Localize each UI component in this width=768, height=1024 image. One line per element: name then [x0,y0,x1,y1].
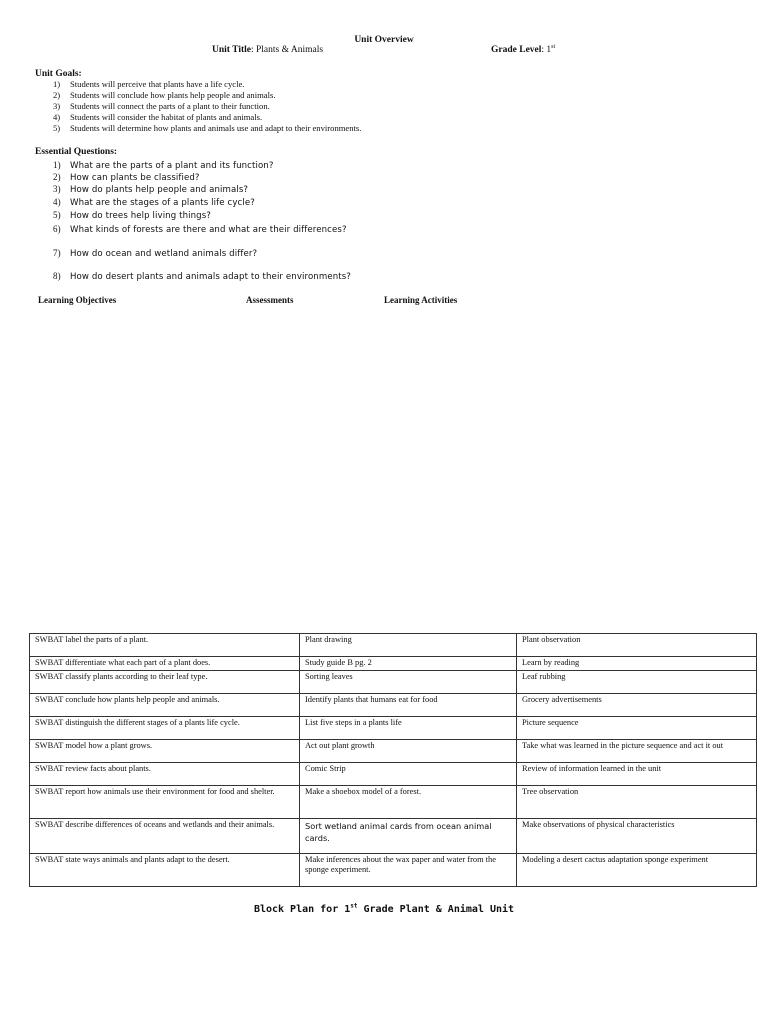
grade-level-suffix: st [551,43,556,50]
activity-cell: Picture sequence [517,716,757,739]
table-row [30,634,757,657]
grade-level-label: Grade Level [491,45,542,55]
question-number: 8) [53,271,61,281]
objective-cell: SWBAT report how animals use their environment for food and shelter. [30,785,300,818]
table-row [30,818,757,853]
essential-question-item [53,160,274,171]
table-row [30,657,757,671]
activity-cell: Make observations of physical characteristics [517,818,757,853]
question-text: How do ocean and wetland animals differ? [70,249,258,259]
table-row [30,693,757,716]
activity-cell: Take what was learned in the picture sequence and act it out [517,739,757,762]
grade-level-value: : 1 [541,45,552,55]
unit-goal-item [53,112,262,122]
essential-question-item [53,197,255,208]
unit-goal-item [53,79,244,89]
unit-title-line [212,45,323,55]
table-row [30,762,757,785]
assessments-header: Assessments [246,295,294,305]
unit-goal-item [53,123,361,133]
question-text: What kinds of forests are there and what are their differences? [70,225,347,235]
table-row [30,739,757,762]
goal-number: 2) [53,90,61,100]
unit-goals-heading: Unit Goals: [35,69,82,79]
goal-number: 3) [53,101,61,111]
essential-question-item [53,248,257,259]
unit-title-label: Unit Title [212,45,251,55]
question-number: 5) [53,210,61,220]
activity-cell: Grocery advertisements [517,693,757,716]
goal-number: 5) [53,123,61,133]
objective-cell: SWBAT differentiate what each part of a plant does. [30,657,300,671]
question-text: What are the parts of a plant and its function? [70,161,274,171]
objective-cell: SWBAT classify plants according to their leaf type. [30,670,300,693]
objective-cell: SWBAT state ways animals and plants adapt to the desert. [30,853,300,886]
assessment-cell: Make inferences about the wax paper and water from the sponge experiment. [300,853,517,886]
goal-number: 4) [53,112,61,122]
overview-title: Unit Overview [354,35,414,45]
goal-text: Students will determine how plants and animals use and adapt to their environments. [70,123,362,133]
question-number: 3) [53,184,61,194]
essential-question-item [53,224,347,235]
goal-text: Students will consider the habitat of plants and animals. [70,112,263,122]
objective-cell: SWBAT distinguish the different stages of a plants life cycle. [30,716,300,739]
table-row [30,853,757,886]
caption-suffix: st [350,902,358,910]
question-text: How can plants be classified? [70,173,200,183]
objective-cell: SWBAT model how a plant grows. [30,739,300,762]
assessment-cell: Make a shoebox model of a forest. [300,785,517,818]
objective-cell: SWBAT review facts about plants. [30,762,300,785]
essential-question-item [53,210,211,221]
question-number: 4) [53,197,61,207]
unit-title-value: : Plants & Animals [250,45,324,55]
objective-cell: SWBAT conclude how plants help people and animals. [30,693,300,716]
essential-question-item [53,184,248,195]
assessment-cell: Comic Strip [300,762,517,785]
question-number: 6) [53,224,61,234]
assessment-cell: List five steps in a plants life [300,716,517,739]
block-plan-table [29,633,757,887]
assessment-cell: Identify plants that humans eat for food [300,693,517,716]
question-text: What are the stages of a plants life cycle? [70,198,255,208]
activity-cell: Tree observation [517,785,757,818]
question-text: How do plants help people and animals? [70,185,249,195]
learning-activities-header: Learning Activities [384,295,458,305]
assessment-cell: Plant drawing [300,634,517,657]
activity-cell: Plant observation [517,634,757,657]
objective-cell: SWBAT label the parts of a plant. [30,634,300,657]
activity-cell: Modeling a desert cactus adaptation sponge experiment [517,853,757,886]
goal-number: 1) [53,79,61,89]
goal-text: Students will perceive that plants have a life cycle. [70,79,245,89]
question-text: How do desert plants and animals adapt to their environments? [70,272,351,282]
essential-question-item [53,172,200,183]
grade-level-line [491,45,555,55]
table-row [30,716,757,739]
question-number: 1) [53,160,61,170]
question-text: How do trees help living things? [70,211,211,221]
activity-cell: Learn by reading [517,657,757,671]
activity-cell: Review of information learned in the unit [517,762,757,785]
goal-text: Students will conclude how plants help people and animals. [70,90,276,100]
question-number: 2) [53,172,61,182]
unit-goal-item [53,90,276,100]
goal-text: Students will connect the parts of a plant to their function. [70,101,270,111]
essential-question-item [53,271,351,282]
essential-questions-heading: Essential Questions: [35,147,118,157]
assessment-cell: Sort wetland animal cards from ocean animal cards. [300,818,517,853]
assessment-cell: Act out plant growth [300,739,517,762]
caption-prefix: Block Plan for 1 [253,904,351,915]
question-number: 7) [53,248,61,258]
assessment-cell: Study guide B pg. 2 [300,657,517,671]
table-row [30,785,757,818]
unit-goal-item [53,101,270,111]
block-plan-caption [0,904,768,915]
table-row [30,670,757,693]
caption-rest: Grade Plant & Animal Unit [357,904,515,915]
objective-cell: SWBAT describe differences of oceans and wetlands and their animals. [30,818,300,853]
assessment-cell: Sorting leaves [300,670,517,693]
learning-objectives-header: Learning Objectives [38,295,117,305]
activity-cell: Leaf rubbing [517,670,757,693]
